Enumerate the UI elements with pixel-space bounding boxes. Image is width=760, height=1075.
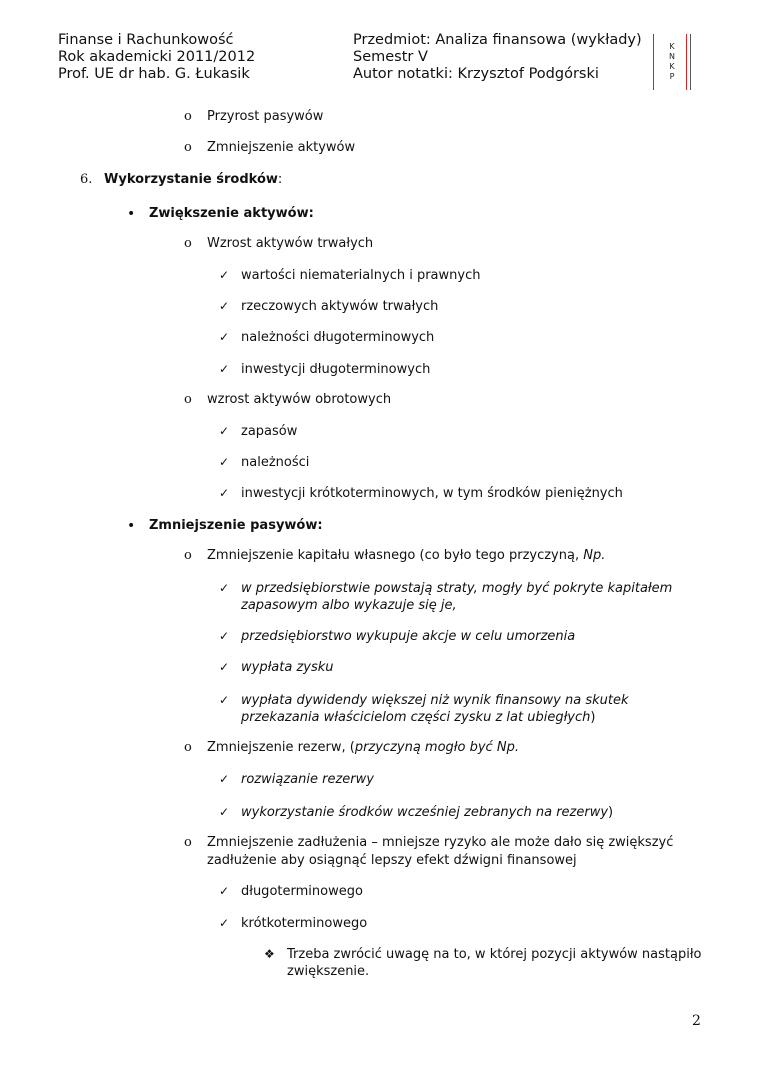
knkp-logo: [653, 34, 691, 90]
header-semester: Semestr V: [353, 49, 428, 65]
text-segment: przyczyną mogło być Np.: [354, 740, 519, 755]
list-item: przedsiębiorstwo wykupuje akcje w celu umorzenia: [241, 629, 576, 644]
list-item-continuation: zapasowym albo wykazuje się je,: [241, 598, 457, 613]
check-icon: ✓: [219, 805, 230, 819]
list-item: długoterminowego: [241, 884, 363, 899]
check-icon: ✓: [219, 362, 230, 376]
check-icon: ✓: [219, 486, 230, 500]
diamond-bullet-icon: ❖: [264, 947, 275, 961]
logo-letter: N: [669, 52, 675, 61]
list-item: Przyrost pasywów: [207, 109, 324, 124]
list-item: rzeczowych aktywów trwałych: [241, 299, 439, 314]
circle-bullet-icon: o: [184, 140, 192, 155]
header-professor: Prof. UE dr hab. G. Łukasik: [58, 66, 250, 82]
circle-bullet-icon: o: [184, 740, 192, 755]
list-item: inwestycji krótkoterminowych, w tym środków pieniężnych: [241, 486, 623, 501]
list-item: Wzrost aktywów trwałych: [207, 236, 374, 251]
list-item: inwestycji długoterminowych: [241, 362, 431, 377]
circle-bullet-icon: o: [184, 109, 192, 124]
check-icon: ✓: [219, 330, 230, 344]
list-item: [241, 805, 613, 820]
check-icon: ✓: [219, 916, 230, 930]
circle-bullet-icon: o: [184, 236, 192, 251]
list-item-continuation: zwiększenie.: [287, 964, 370, 979]
check-icon: ✓: [219, 424, 230, 438]
logo-letter: P: [669, 72, 675, 81]
header-right: [353, 32, 642, 83]
section-heading: [104, 172, 282, 187]
list-item: Trzeba zwrócić uwagę na to, w której pozycji aktywów nastąpiło: [287, 947, 702, 962]
header-course: Finanse i Rachunkowość: [58, 32, 234, 48]
text-segment: ): [590, 710, 596, 725]
list-item-continuation: zadłużenie aby osiągnąć lepszy efekt dźwigni finansowej: [207, 853, 577, 868]
check-icon: ✓: [219, 299, 230, 313]
circle-bullet-icon: o: [184, 835, 192, 850]
text-segment: Np.: [583, 548, 606, 563]
text-segment: wykorzystanie środków wcześniej zebranych na rezerwy: [241, 805, 609, 820]
text-segment: Zmniejszenie kapitału własnego (co było tego przyczyną,: [207, 548, 584, 563]
list-item: rozwiązanie rezerwy: [241, 772, 374, 787]
header-left: [58, 32, 255, 83]
check-icon: ✓: [219, 884, 230, 898]
check-icon: ✓: [219, 660, 230, 674]
list-item: krótkoterminowego: [241, 916, 368, 931]
section-colon: :: [277, 172, 283, 187]
check-icon: ✓: [219, 455, 230, 469]
list-item: [207, 740, 519, 755]
section-number: 6.: [80, 172, 93, 187]
section-title: Wykorzystanie środków: [104, 172, 278, 187]
bullet-icon: •: [127, 518, 136, 534]
list-item: Zmniejszenie zadłużenia – mniejsze ryzyko ale może dało się zwiększyć: [207, 835, 674, 850]
check-icon: ✓: [219, 772, 230, 786]
header-subject: Przedmiot: Analiza finansowa (wykłady): [353, 32, 642, 48]
check-icon: ✓: [219, 268, 230, 282]
header-author: Autor notatki: Krzysztof Podgórski: [353, 66, 599, 82]
list-item: wypłata zysku: [241, 660, 334, 675]
page-number: 2: [692, 1013, 701, 1029]
list-item: wypłata dywidendy większej niż wynik finansowy na skutek: [241, 693, 629, 708]
logo-letter: K: [669, 42, 675, 51]
bullet-icon: •: [127, 206, 136, 222]
check-icon: ✓: [219, 693, 230, 707]
list-item: należności długoterminowych: [241, 330, 435, 345]
list-item: należności: [241, 455, 310, 470]
list-item: [207, 548, 605, 563]
header-year: Rok akademicki 2011/2012: [58, 49, 256, 65]
circle-bullet-icon: o: [184, 548, 192, 563]
bullet-heading: Zmniejszenie pasywów:: [149, 518, 323, 533]
text-segment: przekazania właścicielom części zysku z lat ubiegłych: [241, 710, 591, 725]
list-item: wartości niematerialnych i prawnych: [241, 268, 481, 283]
list-item: zapasów: [241, 424, 298, 439]
list-item: Zmniejszenie aktywów: [207, 140, 356, 155]
logo-red-line: [686, 34, 687, 90]
circle-bullet-icon: o: [184, 392, 192, 407]
text-segment: Zmniejszenie rezerw, (: [207, 740, 355, 755]
check-icon: ✓: [219, 581, 230, 595]
logo-letter: K: [669, 62, 675, 71]
text-segment: ): [608, 805, 614, 820]
check-icon: ✓: [219, 629, 230, 643]
bullet-heading: Zwiększenie aktywów:: [149, 206, 314, 221]
list-item: wzrost aktywów obrotowych: [207, 392, 392, 407]
list-item: w przedsiębiorstwie powstają straty, mogły być pokryte kapitałem: [241, 581, 673, 596]
list-item-continuation: [241, 710, 595, 725]
